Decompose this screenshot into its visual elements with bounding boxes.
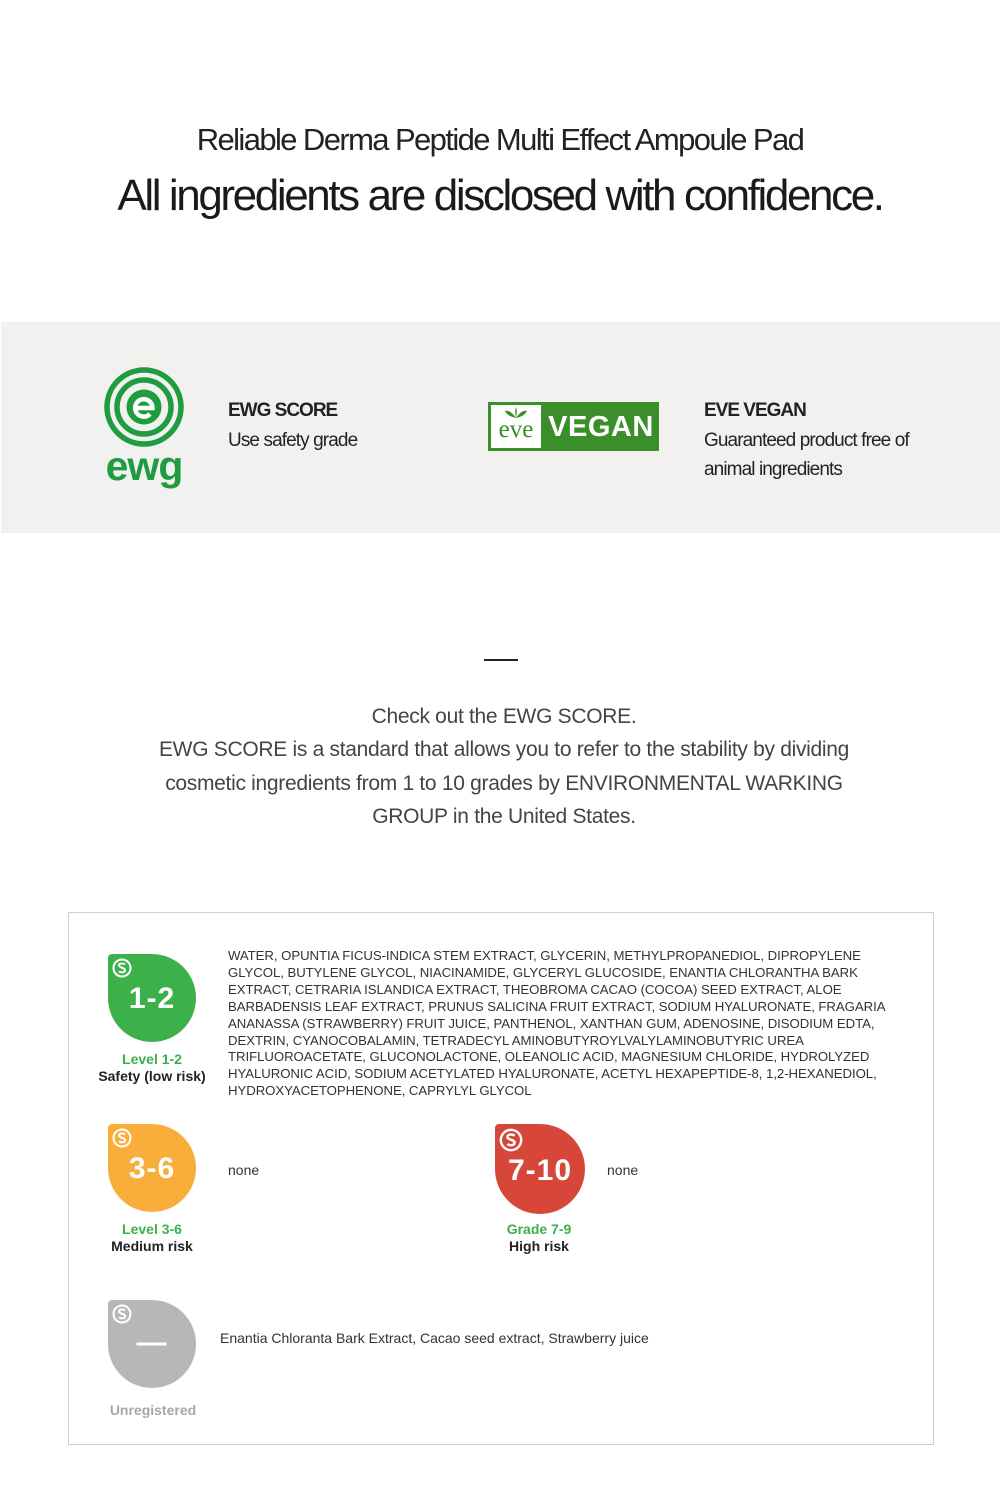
ewg-logo-text: ewg (105, 443, 183, 489)
eve-vegan-description-line2: animal ingredients (704, 459, 842, 480)
ingredient-line: WATER, OPUNTIA FICUS-INDICA STEM EXTRACT, GLYCERIN, METHYLPROPANEDIOL, DIPROPYLENE (228, 948, 861, 963)
eve-vegan-logo (488, 402, 659, 451)
safety-icon (112, 1128, 132, 1148)
eve-vegan-description-line1: Guaranteed product free of (704, 430, 909, 451)
grade-risk: High risk (509, 1238, 569, 1254)
ewg-logo (100, 365, 188, 493)
ingredient-line: HYDROXYACETOPHENONE, CAPRYLYL GLYCOL (228, 1083, 532, 1099)
intro-line-4: GROUP in the United States. (372, 805, 636, 829)
intro-line-1: Check out the EWG SCORE. (371, 705, 637, 728)
product-subtitle: Reliable Derma Peptide Multi Effect Ampoule Pad (196, 122, 804, 157)
ewg-score-description: Use safety grade (228, 430, 358, 451)
grade-1-2-ingredients (228, 948, 908, 1100)
intro-line-2: EWG SCORE is a standard that allows you to refer to the stability by dividing (158, 738, 850, 762)
eve-logo-text: eve (498, 416, 534, 443)
ewg-score-title: EWG SCORE (228, 400, 338, 421)
grade-level: Level 1-2 (122, 1051, 182, 1067)
ingredient-line: BARBADENSIS LEAF EXTRACT, PRUNUS SALICINA FRUIT EXTRACT, SODIUM HYALURONATE, FRAGARIA (228, 998, 886, 1014)
vegan-logo-text: VEGAN (548, 411, 654, 443)
grade-badge-unregistered (108, 1300, 196, 1388)
ingredient-line: DEXTRIN, CYANOCOBALAMIN, TETRADECYL AMINOBUTYROYLVALYLAMINOBUTYRIC UREA (228, 1032, 804, 1048)
intro-line-3: cosmetic ingredients from 1 to 10 grades by ENVIRONMENTAL WARKING (165, 771, 843, 795)
grade-7-10-ingredients: none (607, 1162, 639, 1178)
grade-badge-text: 7-10 (507, 1154, 573, 1187)
ingredient-line: TRIFLUOROACETATE, GLUCONOLACTONE, OLEANOLIC ACID, MAGNESIUM CHLORIDE, HYDROLYZED (228, 1049, 870, 1065)
grade-badge-text: — (136, 1326, 168, 1359)
safety-icon (112, 1304, 132, 1324)
eve-vegan-logo-icon (491, 405, 541, 448)
ingredient-line: EXTRACT, CETRARIA ISLANDICA EXTRACT, THEOBROMA CACAO (COCOA) SEED EXTRACT, ALOE (228, 981, 842, 997)
unregistered-ingredients: Enantia Chloranta Bark Extract, Cacao seed extract, Strawberry juice (220, 1330, 649, 1346)
ingredient-line: GLYCOL, BUTYLENE GLYCOL, NIACINAMIDE, GLYCERYL GLUCOSIDE, ENANTIA CHLORANTHA BARK (228, 964, 858, 980)
safety-icon (112, 958, 132, 978)
ingredient-line: ANANASSA (STRAWBERRY) FRUIT JUICE, PANTHENOL, XANTHAN GUM, ADENOSINE, DISODIUM EDTA, (228, 1015, 875, 1031)
grade-badge-text: 1-2 (128, 982, 176, 1015)
grade-badge-1-2 (108, 954, 196, 1042)
ingredient-line: HYALURONIC ACID, SODIUM ACETYLATED HYALURONATE, ACETYL HEXAPEPTIDE-8, 1,2-HEXANEDIOL, (228, 1066, 877, 1082)
eve-vegan-title: EVE VEGAN (704, 400, 806, 421)
ewg-logo-icon (100, 365, 188, 453)
grade-badge-text: 3-6 (128, 1152, 176, 1185)
grade-risk: Safety (low risk) (98, 1068, 206, 1084)
grade-level: Unregistered (109, 1402, 197, 1418)
section-divider (484, 659, 518, 661)
grade-label-unregistered (83, 1402, 223, 1419)
ewg-score-intro (140, 700, 868, 834)
grade-label-1-2 (82, 1051, 222, 1085)
grade-label-7-10 (469, 1221, 609, 1255)
grade-badge-7-10 (495, 1124, 585, 1214)
grade-3-6-ingredients: none (228, 1162, 260, 1178)
safety-icon (499, 1128, 523, 1152)
grade-risk: Medium risk (111, 1238, 193, 1254)
grade-level: Grade 7-9 (506, 1221, 572, 1237)
grade-level: Level 3-6 (122, 1221, 182, 1237)
grade-label-3-6 (82, 1221, 222, 1255)
page-headline: All ingredients are disclosed with confidence. (117, 171, 883, 220)
eve-vegan-description (704, 426, 909, 484)
grade-badge-3-6 (108, 1124, 196, 1212)
